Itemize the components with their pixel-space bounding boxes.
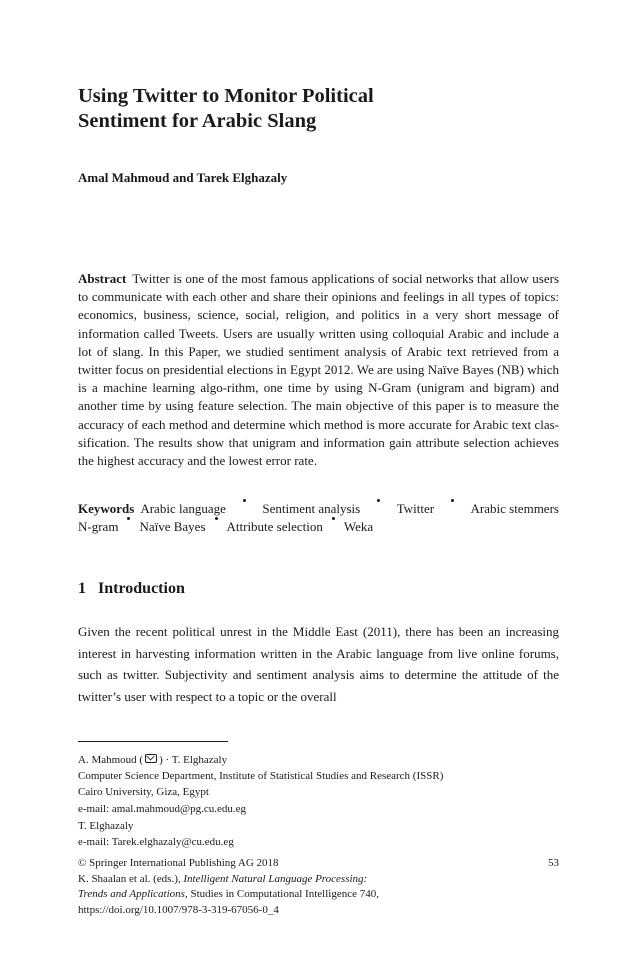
- citation-line-2: [78, 887, 559, 903]
- keywords-line-1: [78, 500, 559, 518]
- copyright-notice: © Springer International Publishing AG 2018: [78, 857, 279, 869]
- keyword-separator-icon: [127, 517, 130, 520]
- citation-line-1: [78, 872, 559, 888]
- keywords-label: Keywords: [78, 501, 135, 516]
- affiliation-block-1: [78, 752, 558, 817]
- publication-info: [78, 856, 559, 918]
- section-title: Introduction: [98, 580, 185, 597]
- title-line-1: Using Twitter to Monitor Political: [78, 85, 374, 107]
- author-list: Amal Mahmoud and Tarek Elghazaly: [78, 170, 288, 185]
- affiliation-department: Computer Science Department, Institute of Statistical Studies and Research (ISSR): [78, 770, 444, 783]
- keyword-separator-icon: [451, 499, 454, 502]
- keyword: N-gram: [78, 519, 119, 535]
- author-email-1: e-mail: amal.mahmoud@pg.cu.edu.eg: [78, 802, 247, 815]
- title-line-2: Sentiment for Arabic Slang: [78, 110, 317, 132]
- abstract: [78, 270, 559, 470]
- doi-link[interactable]: https://doi.org/10.1007/978-3-319-67056-0_4: [78, 903, 279, 916]
- keyword-separator-icon: [243, 499, 246, 502]
- affiliation-authors-start: A. Mahmoud (: [78, 754, 144, 766]
- abstract-label: Abstract: [78, 271, 127, 286]
- footnote-divider: [78, 741, 228, 742]
- affiliation-authors-end: ) · T. Elghazaly: [159, 754, 228, 766]
- keyword: Arabic stemmers: [470, 501, 559, 516]
- keyword-separator-icon: [377, 499, 380, 502]
- copyright-row: [78, 856, 559, 872]
- keyword: Arabic language: [140, 501, 226, 516]
- editors: K. Shaalan et al. (eds.),: [78, 872, 184, 885]
- section-heading: [78, 579, 185, 599]
- envelope-icon: [145, 754, 157, 763]
- affiliation-block-2: [78, 818, 558, 850]
- keyword-separator-icon: [332, 517, 335, 520]
- keyword: Sentiment analysis: [262, 501, 361, 516]
- keyword: Weka: [343, 519, 374, 535]
- affiliation-author-2: T. Elghazaly: [78, 820, 134, 832]
- abstract-text: Twitter is one of the most famous applications of social networks that allow users to communicate with each other and share their opinions and feelings in all types of topics: economics, business, science, social, religion, and politics in a very short message of information called Tweets. Users are usually written using colloquial Arabic and include a lot of slang. In this Paper, we studied sentiment analysis of Arabic text retrieved from a twitter focus on presidential elections in Egypt 2012. We are using Naïve Bayes (NB) which is a machine learning algo-rithm, one time by using N-Gram (unigram and bigram) and another time by using feature selection. The main objective of this paper is to measure the accuracy of each method and determine which method is more accurate for Arabic text clas-sification. The results show that unigram and information gain attribute selection achieves the highest accuracy and the lowest error rate.: [78, 271, 559, 469]
- section-number: 1: [78, 580, 86, 597]
- book-title-part-2: Trends and Applications: [78, 888, 185, 901]
- paper-title: [78, 84, 558, 134]
- keyword: Twitter: [396, 501, 435, 516]
- series-info: , Studies in Computational Intelligence 740,: [184, 888, 379, 901]
- keyword: Attribute selection: [226, 519, 323, 535]
- keywords: [78, 500, 559, 536]
- page-number: 53: [548, 857, 559, 869]
- introduction-paragraph: Given the recent political unrest in the Middle East (2011), there has been an increasing interest in harvesting information written in the Arabic language from live online forums, such as twitter. Subjectivity and sentiment analysis aims to determine the attitude of the twitter’s user with respect to a topic or the overall: [78, 624, 559, 704]
- affiliation-university: Cairo University, Giza, Egypt: [78, 786, 209, 799]
- keyword-separator-icon: [215, 517, 218, 520]
- book-title-part-1: Intelligent Natural Language Processing:: [183, 872, 368, 885]
- keywords-line-2: [78, 518, 559, 536]
- author-email-2: e-mail: Tarek.elghazaly@cu.edu.eg: [78, 836, 234, 849]
- keyword: Naïve Bayes: [139, 519, 206, 535]
